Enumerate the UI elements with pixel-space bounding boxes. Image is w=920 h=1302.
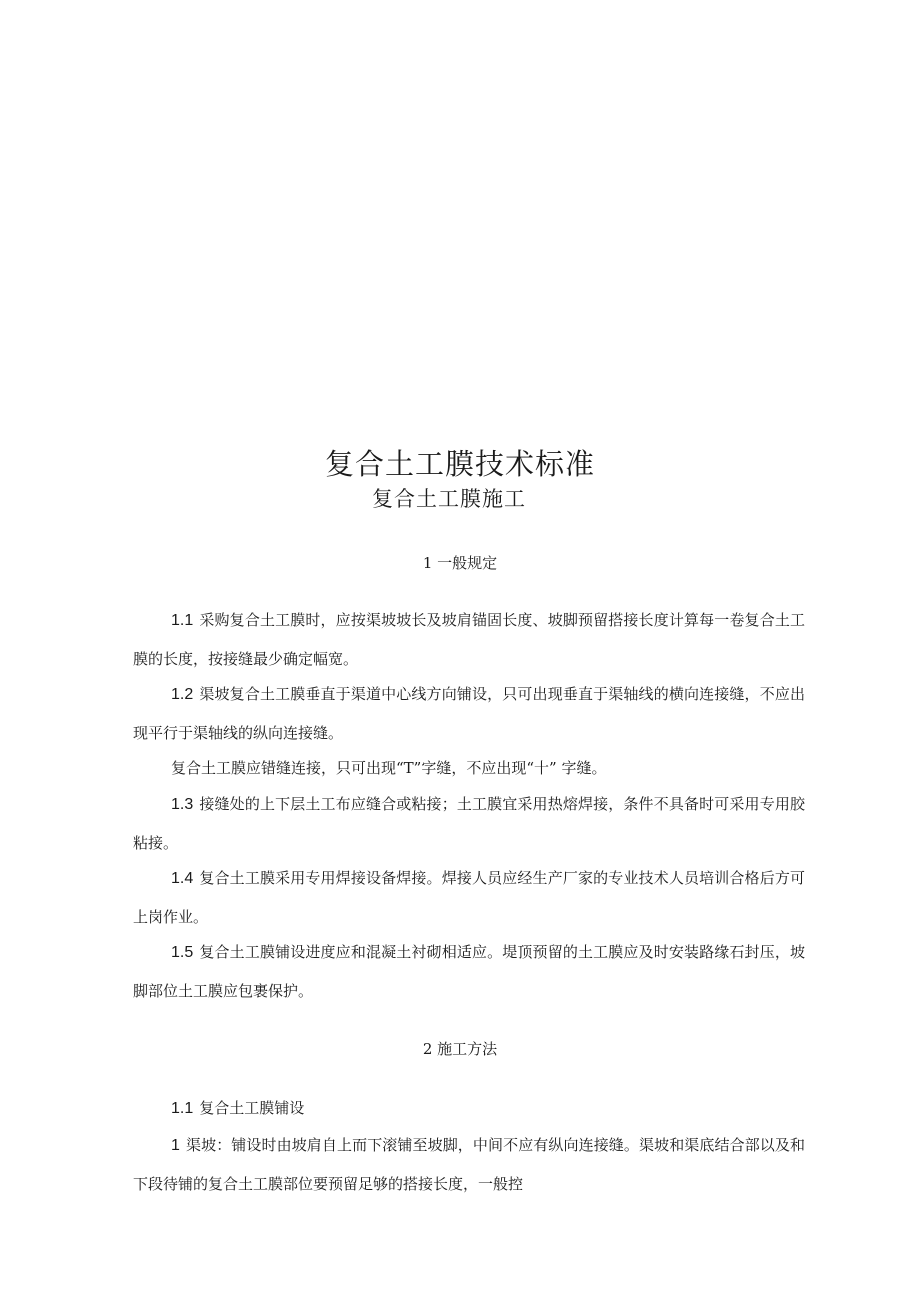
clause-number: 1.1 xyxy=(171,1100,194,1117)
section-heading-general: 1 一般规定 xyxy=(422,554,498,572)
clause-text: 复合土工膜应错缝连接，只可出现“T”字缝，不应出现“十” 字缝。 xyxy=(171,759,607,777)
clause-number: 1.3 xyxy=(171,796,194,813)
paragraph-1-3 xyxy=(133,785,805,862)
paragraph-joint-rule xyxy=(133,749,805,787)
paragraph-2-1-item-1 xyxy=(133,1126,805,1203)
paragraph-1-2 xyxy=(133,675,805,752)
paragraph-1-5 xyxy=(133,933,805,1010)
section-heading-methods: 2 施工方法 xyxy=(422,1040,498,1058)
document-title: 复合土工膜技术标准 xyxy=(324,447,595,481)
clause-text: 渠坡复合土工膜垂直于渠道中心线方向铺设，只可出现垂直于渠轴线的横向连接缝，不应出现平行于渠轴线的纵向连接缝。 xyxy=(133,685,805,742)
clause-text: 采购复合土工膜时，应按渠坡坡长及坡肩锚固长度、坡脚预留搭接长度计算每一卷复合土工膜的长度，按接缝最少确定幅宽。 xyxy=(133,611,805,668)
clause-number: 1.2 xyxy=(171,686,194,703)
paragraph-1-1 xyxy=(133,601,805,678)
paragraph-1-4 xyxy=(133,859,805,936)
paragraph-2-1-1 xyxy=(133,1089,805,1128)
clause-text: 复合土工膜采用专用焊接设备焊接。焊接人员应经生产厂家的专业技术人员培训合格后方可上岗作业。 xyxy=(133,869,805,926)
clause-number: 1.1 xyxy=(171,612,194,629)
clause-text: 渠坡：铺设时由坡肩自上而下滚铺至坡脚，中间不应有纵向连接缝。渠坡和渠底结合部以及和下段待铺的复合土工膜部位要预留足够的搭接长度，一般控 xyxy=(133,1136,805,1193)
clause-number: 1.5 xyxy=(171,944,194,961)
document-subtitle: 复合土工膜施工 xyxy=(372,487,526,511)
clause-text: 接缝处的上下层土工布应缝合或粘接；土工膜宜采用热熔焊接，条件不具备时可采用专用胶粘接。 xyxy=(133,795,805,852)
clause-text: 复合土工膜铺设进度应和混凝土衬砌相适应。堤顶预留的土工膜应及时安装路缘石封压，坡脚部位土工膜应包裹保护。 xyxy=(133,943,805,1000)
clause-number: 1 xyxy=(171,1137,180,1154)
clause-number: 1.4 xyxy=(171,870,194,887)
clause-text: 复合土工膜铺设 xyxy=(199,1099,305,1117)
